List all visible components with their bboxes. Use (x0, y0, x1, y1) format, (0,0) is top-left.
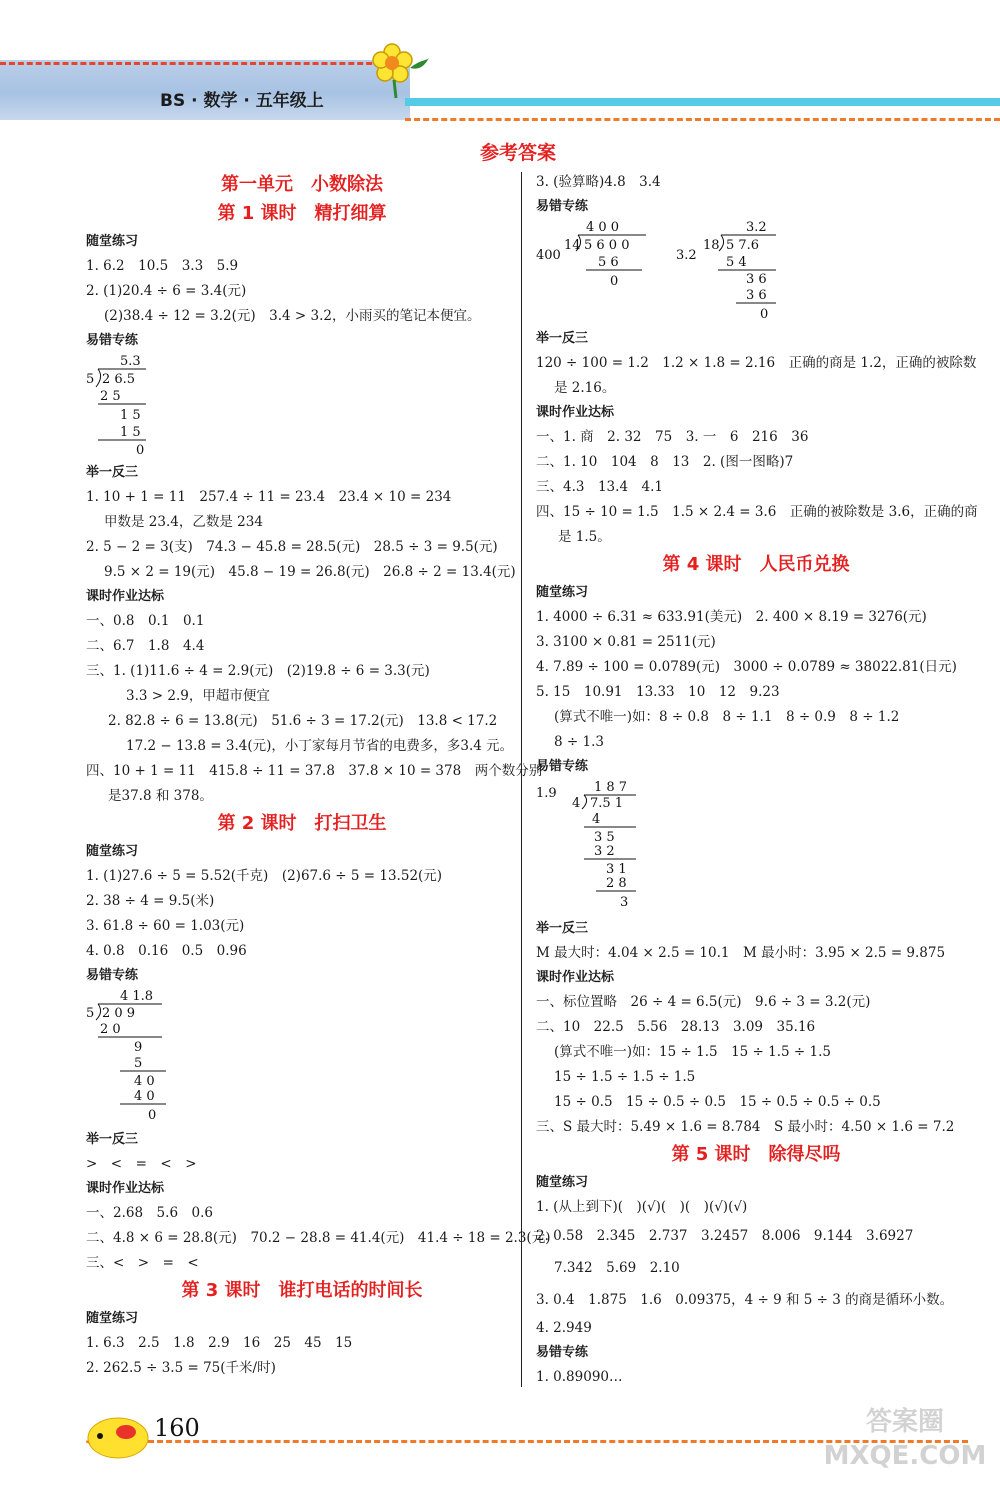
answer-line: 三、S 最大时：5.49 × 1.6 = 8.784 S 最小时：4.50 × 1.6 = 7.2 (536, 1119, 955, 1135)
answer-line: 四、10 + 1 = 11 415.8 ÷ 11 = 37.8 37.8 × 10 = 378 两个数分别 (86, 763, 543, 779)
section-label: 随堂练习 (86, 1311, 139, 1326)
answer-line: (算式不唯一)如：15 ÷ 1.5 15 ÷ 1.5 ÷ 1.5 (554, 1044, 831, 1060)
answer-line: 二、6.7 1.8 4.4 (86, 638, 205, 654)
section-label: 课时作业达标 (536, 405, 615, 420)
section-label: 随堂练习 (86, 844, 139, 859)
answer-line: 3. 61.8 ÷ 60 = 1.03(元) (86, 918, 245, 934)
answer-line: 4. 2.949 (536, 1320, 592, 1336)
division-dividend: 5 7.6 (726, 238, 760, 253)
answer-line: (算式不唯一)如：8 ÷ 0.8 8 ÷ 1.1 8 ÷ 0.9 8 ÷ 1.2 (554, 709, 900, 725)
answer-line: 15 ÷ 1.5 ÷ 1.5 ÷ 1.5 (554, 1069, 696, 1085)
answer-line: 二、1. 10 104 8 13 2. (图一图略)7 (536, 454, 794, 470)
lesson-1-heading: 第 1 课时 精打细算 (217, 203, 387, 224)
answer-line: 二、4.8 × 6 = 28.8(元) 70.2 − 28.8 = 41.4(元) 41.4 ÷ 18 = 2.3(元) (86, 1230, 551, 1246)
answer-line: 甲数是 23.4，乙数是 234 (104, 514, 263, 530)
division-side-answer: 400 (536, 248, 561, 263)
page-title: 参考答案 (480, 142, 557, 164)
section-label: 举一反三 (536, 331, 589, 346)
answer-line: 5. 15 10.91 13.33 10 12 9.23 (536, 684, 780, 700)
answer-line: 15 ÷ 0.5 15 ÷ 0.5 ÷ 0.5 15 ÷ 0.5 ÷ 0.5 ÷ 0.5 (554, 1094, 881, 1110)
division-step: 1 5 (120, 408, 141, 423)
bird-icon (86, 1412, 152, 1460)
section-label: 举一反三 (86, 465, 139, 480)
division-step: 3 5 (594, 830, 615, 845)
answer-line: 2. 262.5 ÷ 3.5 = 75(千米/时) (86, 1360, 276, 1376)
division-divisor: 5 (86, 372, 95, 387)
answer-line: 2. 38 ÷ 4 = 9.5(米) (86, 893, 215, 909)
section-label: 易错专练 (86, 968, 139, 983)
section-label: 随堂练习 (86, 234, 139, 249)
answer-line: 9.5 × 2 = 19(元) 45.8 − 19 = 26.8(元) 26.8 ÷ 2 = 13.4(元) (104, 564, 516, 580)
section-label: 易错专练 (536, 199, 589, 214)
answer-line: 二、10 22.5 5.56 28.13 3.09 35.16 (536, 1019, 816, 1035)
section-label: 课时作业达标 (86, 589, 165, 604)
section-label: 课时作业达标 (536, 970, 615, 985)
header-cyan-bar (405, 98, 1000, 106)
division-step: 5 (134, 1056, 143, 1071)
watermark: 答案圈 MXQE.COM (823, 1407, 987, 1471)
header-dashed-line-right (405, 118, 1000, 121)
division-divisor: 4 (572, 796, 581, 811)
column-divider (521, 172, 522, 1387)
section-label: 易错专练 (86, 333, 139, 348)
division-step: 2 5 (100, 389, 121, 404)
division-step: 5 6 (598, 255, 619, 270)
answer-line: 3.3 > 2.9，甲超市便宜 (126, 688, 270, 704)
answer-line: 三、< > = < (86, 1255, 199, 1271)
answer-line: 2. 82.8 ÷ 6 = 13.8(元) 51.6 ÷ 3 = 17.2(元) 13.8 < 17.2 (108, 713, 498, 729)
division-divisor: 18 (703, 238, 720, 253)
answer-line: 四、15 ÷ 10 = 1.5 1.5 × 2.4 = 3.6 正确的被除数是 3.6，正确的商 (536, 504, 978, 520)
division-side-answer: 3.2 (676, 248, 697, 263)
answer-line: 一、标位置略 26 ÷ 4 = 6.5(元) 9.6 ÷ 3 = 3.2(元) (536, 994, 871, 1010)
answer-line: 3. 3100 × 0.81 = 2511(元) (536, 634, 716, 650)
division-step: 0 (760, 307, 769, 322)
division-step: 3 6 (746, 288, 767, 303)
answer-line: 17.2 − 13.8 = 3.4(元)，小丁家每月节省的电费多，多3.4 元。 (126, 738, 514, 754)
answer-line: M 最大时：4.04 × 2.5 = 10.1 M 最小时：3.95 × 2.5 = 9.875 (536, 945, 946, 961)
section-label: 举一反三 (536, 921, 589, 936)
answer-line: 1. 6.3 2.5 1.8 2.9 16 25 45 15 (86, 1335, 353, 1351)
answer-line: 一、0.8 0.1 0.1 (86, 613, 205, 629)
page-number: 160 (154, 1414, 200, 1442)
division-dividend: 2 0 9 (102, 1006, 136, 1021)
lesson-2-heading: 第 2 课时 打扫卫生 (217, 813, 387, 834)
division-step: 0 (148, 1108, 157, 1123)
answer-line: 一、1. 商 2. 32 75 3. 一 6 216 36 (536, 429, 809, 445)
left-column (86, 170, 551, 1381)
unit-heading: 第一单元 小数除法 (221, 174, 383, 195)
answer-line: 2. 0.58 2.345 2.737 3.2457 8.006 9.144 3.6927 (536, 1228, 914, 1244)
answer-line: 4. 0.8 0.16 0.5 0.96 (86, 943, 247, 959)
lesson-5-heading: 第 5 课时 除得尽吗 (671, 1144, 841, 1165)
section-label: 易错专练 (536, 759, 589, 774)
division-quotient: 4 0 0 (586, 220, 620, 235)
answer-line: 是 1.5。 (558, 529, 611, 545)
division-step: 4 0 (134, 1074, 155, 1089)
division-divisor: 14 (564, 238, 581, 253)
division-step: 0 (136, 443, 145, 458)
answer-line: 3. (验算略)4.8 3.4 (536, 174, 661, 190)
division-step: 4 0 (134, 1089, 155, 1104)
division-step: 3 2 (594, 844, 615, 859)
division-quotient: 4 1.8 (120, 989, 154, 1004)
division-dividend: 2 6.5 (102, 372, 136, 387)
lesson-4-heading: 第 4 课时 人民币兑换 (662, 554, 850, 575)
long-division-3 (536, 219, 976, 327)
book-title: BS · 数学 · 五年级上 (160, 91, 324, 111)
long-division-2 (86, 988, 518, 1128)
division-quotient: 5.3 (120, 354, 141, 369)
long-division-1 (86, 353, 518, 461)
section-label: 随堂练习 (536, 1175, 589, 1190)
division-step: 1 5 (120, 425, 141, 440)
answer-line: > < = < > (86, 1156, 197, 1172)
answer-line: 2. 5 − 2 = 3(支) 74.3 − 45.8 = 28.5(元) 28.5 ÷ 3 = 9.5(元) (86, 539, 498, 555)
answer-line: 7.342 5.69 2.10 (554, 1260, 680, 1276)
answer-line: 3. 0.4 1.875 1.6 0.09375，4 ÷ 9 和 5 ÷ 3 的商是循环小数。 (536, 1292, 954, 1308)
division-dividend: 5 6 0 0 (584, 238, 630, 253)
section-label: 举一反三 (86, 1132, 139, 1147)
division-step: 3 6 (746, 272, 767, 287)
flower-icon (372, 40, 432, 100)
lesson-3-heading: 第 3 课时 谁打电话的时间长 (181, 1280, 423, 1301)
division-divisor: 5 (86, 1006, 95, 1021)
division-step: 4 (592, 812, 601, 827)
answer-line: 一、2.68 5.6 0.6 (86, 1205, 213, 1221)
section-label: 易错专练 (536, 1345, 589, 1360)
division-step: 5 4 (726, 255, 747, 270)
long-division-4 (536, 779, 976, 917)
division-step: 9 (134, 1040, 143, 1055)
answer-line: 2. (1)20.4 ÷ 6 = 3.4(元) (86, 283, 247, 299)
answer-line: 4. 7.89 ÷ 100 = 0.0789(元) 3000 ÷ 0.0789 ≈ 38022.81(日元) (536, 659, 957, 675)
answer-line: 120 ÷ 100 = 1.2 1.2 × 1.8 = 2.16 正确的商是 1.2，正确的被除数 (536, 355, 977, 371)
division-side-answer: 1.9 (536, 786, 557, 801)
answer-line: 是 2.16。 (554, 380, 616, 396)
answer-line: (2)38.4 ÷ 12 = 3.2(元) 3.4 > 3.2，小雨买的笔记本便宜。 (104, 308, 481, 324)
section-label: 随堂练习 (536, 585, 589, 600)
division-step: 3 (620, 895, 629, 910)
division-quotient: 3.2 (746, 220, 767, 235)
division-quotient: 1 8 7 (594, 780, 628, 795)
division-step: 3 1 (606, 862, 627, 877)
answer-line: 三、4.3 13.4 4.1 (536, 479, 663, 495)
answer-line: 1. 10 + 1 = 11 257.4 ÷ 11 = 23.4 23.4 × 10 = 234 (86, 489, 452, 505)
answer-line: 是37.8 和 378。 (108, 788, 213, 804)
answer-line: 8 ÷ 1.3 (554, 734, 604, 750)
division-dividend: 7.5 1 (590, 796, 624, 811)
division-step: 2 8 (606, 876, 627, 891)
answer-line: 1. 4000 ÷ 6.31 ≈ 633.91(美元) 2. 400 × 8.19 = 3276(元) (536, 609, 927, 625)
answer-line: 1. 0.89090… (536, 1369, 623, 1385)
answer-line: 1. (1)27.6 ÷ 5 = 5.52(千克) (2)67.6 ÷ 5 = 13.52(元) (86, 868, 443, 884)
answer-line: 三、1. (1)11.6 ÷ 4 = 2.9(元) (2)19.8 ÷ 6 = 3.3(元) (86, 663, 430, 679)
answer-line: 1. 6.2 10.5 3.3 5.9 (86, 258, 239, 274)
division-step: 0 (610, 274, 619, 289)
answer-line: 1. (从上到下)( )(√)( )( )(√)(√) (536, 1199, 748, 1215)
header-dashed-line (0, 62, 390, 65)
right-column (536, 170, 976, 1390)
section-label: 课时作业达标 (86, 1181, 165, 1196)
division-step: 2 0 (100, 1022, 121, 1037)
